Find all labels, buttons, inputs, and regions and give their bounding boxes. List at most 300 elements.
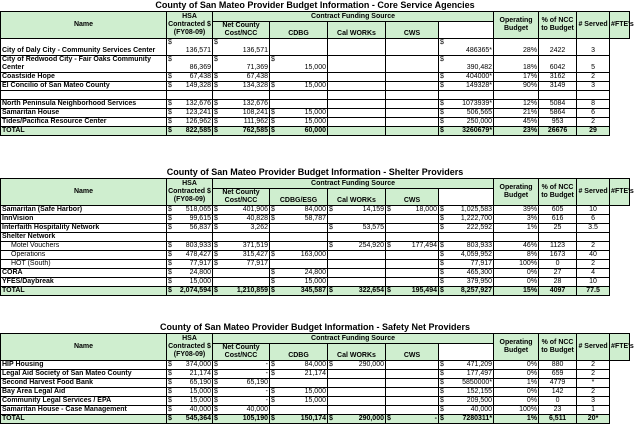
dollar-sign: $ <box>440 361 444 368</box>
dollar-sign: $ <box>168 269 172 276</box>
ncc-amount <box>213 278 270 287</box>
fte-count: 2 <box>577 260 610 269</box>
dollar-sign: $ <box>214 397 218 404</box>
hsa-amount <box>167 206 213 215</box>
dollar-sign: $ <box>271 118 275 125</box>
cdbg-amount <box>270 260 328 269</box>
cws-amount <box>386 251 439 260</box>
ncc-pct: 1% <box>494 379 539 388</box>
calworks-amount <box>328 242 386 251</box>
fte-count <box>577 233 610 242</box>
ncc-amount <box>213 379 270 388</box>
hsa-amount <box>167 118 213 127</box>
cdbg-amount <box>270 39 328 56</box>
ncc-total-value: 105,190 <box>242 415 268 422</box>
cws-amount <box>386 269 439 278</box>
budget-amount-value: 486365* <box>465 47 493 54</box>
ncc-amount-value: - <box>265 397 268 404</box>
header-served: # Served <box>577 12 610 39</box>
calworks-amount <box>328 388 386 397</box>
served-count: 3149 <box>539 82 577 91</box>
dollar-sign: $ <box>214 56 218 63</box>
served-count <box>539 91 577 100</box>
dollar-sign: $ <box>271 415 275 422</box>
dollar-sign: $ <box>271 127 275 134</box>
ncc-pct: 100% <box>494 406 539 415</box>
budget-table <box>0 178 634 296</box>
cws-amount <box>386 242 439 251</box>
cws-total-value: - <box>434 415 437 422</box>
dollar-sign: $ <box>214 260 218 267</box>
budget-amount <box>439 215 494 224</box>
calworks-amount <box>328 379 386 388</box>
cdbg-amount-value: 15,000 <box>304 278 326 285</box>
dollar-sign: $ <box>168 56 172 63</box>
fte-total: 20* <box>577 415 610 424</box>
budget-amount <box>439 278 494 287</box>
provider-name <box>1 91 167 100</box>
budget-table <box>0 11 634 136</box>
calworks-amount <box>328 278 386 287</box>
table-row <box>1 206 630 215</box>
calworks-amount <box>328 397 386 406</box>
dollar-sign: $ <box>440 260 444 267</box>
served-count: 27 <box>539 269 577 278</box>
table-row <box>1 91 630 100</box>
cdbg-amount-value: 15,000 <box>304 118 326 125</box>
dollar-sign: $ <box>440 73 444 80</box>
ncc-amount <box>213 73 270 82</box>
served-count: 5084 <box>539 100 577 109</box>
hsa-amount <box>167 379 213 388</box>
dollar-sign: $ <box>440 100 444 107</box>
cdbg-amount-value: 24,800 <box>304 269 326 276</box>
dollar-sign: $ <box>440 39 444 46</box>
header-calworks: Cal WORKs <box>328 344 386 361</box>
hsa-amount-value: 374,000 <box>185 361 211 368</box>
cdbg-amount <box>270 233 328 242</box>
table-row <box>1 224 630 233</box>
budget-amount <box>439 109 494 118</box>
ncc-amount-value: 40,000 <box>246 406 268 413</box>
section-title: County of San Mateo Provider Budget Information - Shelter Providers <box>166 167 464 177</box>
hsa-amount <box>167 73 213 82</box>
dollar-sign: $ <box>214 361 218 368</box>
dollar-sign: $ <box>168 82 172 89</box>
cdbg-amount <box>270 224 328 233</box>
header-budget: Operating Budget <box>494 179 539 206</box>
fte-count: 5 <box>577 56 610 73</box>
provider-name: Interfaith Hospitality Network <box>1 224 167 233</box>
cdbg-amount-value: 84,000 <box>304 206 326 213</box>
dollar-sign: $ <box>440 82 444 89</box>
dollar-sign: $ <box>168 215 172 222</box>
ncc-amount <box>213 361 270 370</box>
calworks-amount <box>328 361 386 370</box>
cdbg-amount <box>270 109 328 118</box>
header-calworks: Cal WORKs <box>328 22 386 39</box>
fte-total: 77.5 <box>577 287 610 296</box>
ncc-amount-value: 67,438 <box>246 73 268 80</box>
dollar-sign: $ <box>387 242 391 249</box>
budget-amount-value: 149328* <box>465 82 493 89</box>
budget-total-value: 7280311* <box>462 415 493 422</box>
dollar-sign: $ <box>214 82 218 89</box>
dollar-sign: $ <box>271 361 275 368</box>
cws-total <box>386 287 439 296</box>
hsa-amount-value: 15,000 <box>189 388 211 395</box>
calworks-total <box>328 127 386 136</box>
fte-count: 2 <box>577 242 610 251</box>
ncc-amount-value: 136,571 <box>242 47 268 54</box>
served-count: 25 <box>539 224 577 233</box>
dollar-sign: $ <box>271 82 275 89</box>
hsa-amount <box>167 39 213 56</box>
cdbg-amount <box>270 56 328 73</box>
hsa-amount-value: 21,174 <box>189 370 211 377</box>
budget-amount <box>439 100 494 109</box>
dollar-sign: $ <box>214 251 218 258</box>
dollar-sign: $ <box>214 370 218 377</box>
served-count: 3162 <box>539 73 577 82</box>
calworks-amount <box>328 82 386 91</box>
dollar-sign: $ <box>329 287 333 294</box>
served-count: 2422 <box>539 39 577 56</box>
fte-count: 4 <box>577 269 610 278</box>
dollar-sign: $ <box>168 379 172 386</box>
budget-amount-value: 465,300 <box>466 269 493 276</box>
served-count: 1673 <box>539 251 577 260</box>
dollar-sign: $ <box>214 215 218 222</box>
ncc-amount-value: 315,427 <box>242 251 268 258</box>
hsa-amount <box>167 406 213 415</box>
provider-name: City of Redwood City - Fair Oaks Community Center <box>1 56 167 73</box>
ncc-amount-value: 108,241 <box>242 109 268 116</box>
ncc-amount-value: 65,190 <box>246 379 268 386</box>
header-fte: #FTE's <box>610 179 630 206</box>
hsa-amount-value: 24,800 <box>189 269 211 276</box>
cws-amount <box>386 73 439 82</box>
calworks-amount <box>328 269 386 278</box>
dollar-sign: $ <box>168 109 172 116</box>
hsa-amount-value: 132,676 <box>185 100 211 107</box>
header-served: # Served <box>577 334 610 361</box>
cws-amount <box>386 39 439 56</box>
provider-name: Legal Aid Society of San Mateo County <box>1 370 167 379</box>
dollar-sign: $ <box>387 287 391 294</box>
provider-name: Samaritan (Safe Harbor) <box>1 206 167 215</box>
budget-amount <box>439 56 494 73</box>
dollar-sign: $ <box>440 127 444 134</box>
cws-amount <box>386 388 439 397</box>
cdbg-amount <box>270 397 328 406</box>
hsa-amount-value: 86,369 <box>189 64 211 71</box>
ncc-pct: 100% <box>494 260 539 269</box>
hsa-amount-value: 518,065 <box>185 206 211 213</box>
hsa-amount <box>167 100 213 109</box>
table-row <box>1 370 630 379</box>
cws-amount <box>386 100 439 109</box>
dollar-sign: $ <box>214 127 218 134</box>
hsa-total-value: 545,364 <box>185 415 211 422</box>
calworks-amount <box>328 118 386 127</box>
budget-amount <box>439 91 494 100</box>
fte-count: 2 <box>577 361 610 370</box>
header-pct: % of NCC to Budget <box>539 12 577 39</box>
dollar-sign: $ <box>440 287 444 294</box>
ncc-total <box>213 127 270 136</box>
ncc-amount <box>213 224 270 233</box>
ncc-amount <box>213 39 270 56</box>
provider-name: HOT (South) <box>1 260 167 269</box>
ncc-amount <box>213 370 270 379</box>
table-row <box>1 406 630 415</box>
dollar-sign: $ <box>271 397 275 404</box>
hsa-amount-value: 67,438 <box>189 73 211 80</box>
served-count: 0 <box>539 260 577 269</box>
ncc-amount <box>213 269 270 278</box>
ncc-pct: 0% <box>494 397 539 406</box>
table-row <box>1 56 630 73</box>
dollar-sign: $ <box>214 206 218 213</box>
calworks-amount <box>328 224 386 233</box>
calworks-amount <box>328 370 386 379</box>
cws-amount <box>386 370 439 379</box>
table-row <box>1 379 630 388</box>
ncc-pct: 12% <box>494 100 539 109</box>
ncc-amount <box>213 56 270 73</box>
dollar-sign: $ <box>168 224 172 231</box>
dollar-sign: $ <box>168 361 172 368</box>
dollar-sign: $ <box>440 415 444 422</box>
served-count: 953 <box>539 118 577 127</box>
dollar-sign: $ <box>271 251 275 258</box>
cdbg-amount-value: 15,000 <box>304 397 326 404</box>
budget-total <box>439 415 494 424</box>
cws-amount <box>386 206 439 215</box>
cws-amount <box>386 397 439 406</box>
cws-amount <box>386 260 439 269</box>
hsa-amount <box>167 91 213 100</box>
ncc-pct: 1% <box>494 224 539 233</box>
provider-name: Samaritan House <box>1 109 167 118</box>
dollar-sign: $ <box>168 127 172 134</box>
cws-amount-value: 177,494 <box>411 242 437 249</box>
cws-amount <box>386 118 439 127</box>
budget-amount <box>439 233 494 242</box>
dollar-sign: $ <box>168 100 172 107</box>
cdbg-amount-value: 163,000 <box>300 251 326 258</box>
budget-amount-value: 5850000* <box>462 379 493 386</box>
hsa-amount <box>167 233 213 242</box>
hsa-amount <box>167 56 213 73</box>
cdbg-amount <box>270 206 328 215</box>
ncc-total <box>213 287 270 296</box>
ncc-pct: 18% <box>494 56 539 73</box>
budget-amount-value: 222,592 <box>466 224 493 231</box>
budget-amount-value: 1,222,700 <box>460 215 493 222</box>
provider-name: Community Legal Services / EPA <box>1 397 167 406</box>
cws-amount <box>386 215 439 224</box>
pct-total: 15% <box>494 287 539 296</box>
dollar-sign: $ <box>168 287 172 294</box>
cdbg-amount <box>270 361 328 370</box>
hsa-amount <box>167 269 213 278</box>
dollar-sign: $ <box>440 406 444 413</box>
budget-amount-value: 250,000 <box>466 118 493 125</box>
budget-total <box>439 287 494 296</box>
served-total: 26676 <box>539 127 577 136</box>
cdbg-amount <box>270 278 328 287</box>
served-count <box>539 233 577 242</box>
provider-name: Second Harvest Food Bank <box>1 379 167 388</box>
header-funding-source: Contract Funding Source <box>213 334 494 344</box>
ncc-amount <box>213 251 270 260</box>
served-total: 6,511 <box>539 415 577 424</box>
dollar-sign: $ <box>214 109 218 116</box>
header-cdbg: CDBG/ESG <box>270 189 328 206</box>
served-count: 6042 <box>539 56 577 73</box>
dollar-sign: $ <box>168 118 172 125</box>
dollar-sign: $ <box>168 415 172 422</box>
ncc-amount <box>213 242 270 251</box>
dollar-sign: $ <box>271 287 275 294</box>
cws-amount <box>386 406 439 415</box>
header-hsa: HSA Contracted $ (FY08-09) <box>167 12 213 39</box>
ncc-amount <box>213 260 270 269</box>
hsa-amount-value: 99,615 <box>189 215 211 222</box>
dollar-sign: $ <box>271 278 275 285</box>
budget-amount-value: 152,155 <box>466 388 493 395</box>
dollar-sign: $ <box>168 397 172 404</box>
cws-total <box>386 415 439 424</box>
budget-amount <box>439 39 494 56</box>
cws-amount <box>386 361 439 370</box>
provider-name: Coastside Hope <box>1 73 167 82</box>
ncc-pct: 45% <box>494 118 539 127</box>
hsa-amount-value: 15,000 <box>189 278 211 285</box>
calworks-amount-value: 290,000 <box>358 361 384 368</box>
served-count: 616 <box>539 215 577 224</box>
header-cdbg: CDBG <box>270 22 328 39</box>
hsa-amount-value: 126,962 <box>185 118 211 125</box>
dollar-sign: $ <box>440 118 444 125</box>
header-calworks: Cal WORKs <box>328 189 386 206</box>
ncc-pct: 0% <box>494 388 539 397</box>
calworks-amount <box>328 260 386 269</box>
dollar-sign: $ <box>440 388 444 395</box>
calworks-amount <box>328 73 386 82</box>
provider-name: InnVision <box>1 215 167 224</box>
cws-amount-value: 18,000 <box>415 206 437 213</box>
served-count: 0 <box>539 397 577 406</box>
hsa-amount-value: 478,427 <box>185 251 211 258</box>
ncc-amount <box>213 388 270 397</box>
cws-amount <box>386 109 439 118</box>
dollar-sign: $ <box>387 206 391 213</box>
cdbg-amount <box>270 215 328 224</box>
ncc-amount-value: - <box>265 361 268 368</box>
cws-amount <box>386 224 439 233</box>
dollar-sign: $ <box>440 397 444 404</box>
cdbg-amount-value: 15,000 <box>304 109 326 116</box>
dollar-sign: $ <box>168 278 172 285</box>
ncc-pct <box>494 91 539 100</box>
hsa-amount-value: 136,571 <box>185 47 211 54</box>
fte-count: 2 <box>577 73 610 82</box>
calworks-amount <box>328 233 386 242</box>
ncc-amount <box>213 206 270 215</box>
table-row <box>1 278 630 287</box>
header-budget: Operating Budget <box>494 12 539 39</box>
budget-total <box>439 127 494 136</box>
hsa-total <box>167 415 213 424</box>
calworks-total <box>328 415 386 424</box>
calworks-amount <box>328 39 386 56</box>
ncc-pct: 46% <box>494 242 539 251</box>
ncc-amount <box>213 82 270 91</box>
dollar-sign: $ <box>168 406 172 413</box>
budget-amount-value: 803,933 <box>466 242 493 249</box>
cws-amount <box>386 233 439 242</box>
cdbg-total-value: 60,000 <box>304 127 326 134</box>
budget-amount-value: 1,025,583 <box>460 206 493 213</box>
cws-amount <box>386 91 439 100</box>
ncc-pct: 90% <box>494 82 539 91</box>
table-row <box>1 269 630 278</box>
ncc-amount-value: 71,369 <box>246 64 268 71</box>
fte-count: 10 <box>577 206 610 215</box>
total-row <box>1 127 630 136</box>
hsa-amount <box>167 278 213 287</box>
cdbg-amount-value: 84,000 <box>304 361 326 368</box>
served-count: 880 <box>539 361 577 370</box>
dollar-sign: $ <box>329 361 333 368</box>
total-label: TOTAL <box>1 415 167 424</box>
header-funding-source: Contract Funding Source <box>213 12 494 22</box>
table-row <box>1 251 630 260</box>
dollar-sign: $ <box>168 370 172 377</box>
budget-amount-value: 177,497 <box>466 370 493 377</box>
table-row <box>1 82 630 91</box>
ncc-amount <box>213 233 270 242</box>
table-row <box>1 109 630 118</box>
calworks-amount <box>328 251 386 260</box>
budget-amount <box>439 260 494 269</box>
dollar-sign: $ <box>329 242 333 249</box>
served-count: 659 <box>539 370 577 379</box>
budget-amount <box>439 370 494 379</box>
ncc-pct: 17% <box>494 73 539 82</box>
dollar-sign: $ <box>329 415 333 422</box>
dollar-sign: $ <box>440 278 444 285</box>
hsa-amount <box>167 361 213 370</box>
fte-count: * <box>577 379 610 388</box>
fte-count: 2 <box>577 118 610 127</box>
provider-name: City of Daly City - Community Services Center <box>1 39 167 56</box>
dollar-sign: $ <box>271 388 275 395</box>
dollar-sign: $ <box>271 56 275 63</box>
fte-count <box>577 91 610 100</box>
dollar-sign: $ <box>440 379 444 386</box>
dollar-sign: $ <box>214 73 218 80</box>
ncc-amount-value: - <box>265 388 268 395</box>
ncc-pct: 8% <box>494 251 539 260</box>
cdbg-total-value: 150,174 <box>300 415 326 422</box>
provider-name: El Concilio of San Mateo County <box>1 82 167 91</box>
ncc-amount-value: 401,906 <box>242 206 268 213</box>
ncc-total-value: 762,585 <box>242 127 268 134</box>
